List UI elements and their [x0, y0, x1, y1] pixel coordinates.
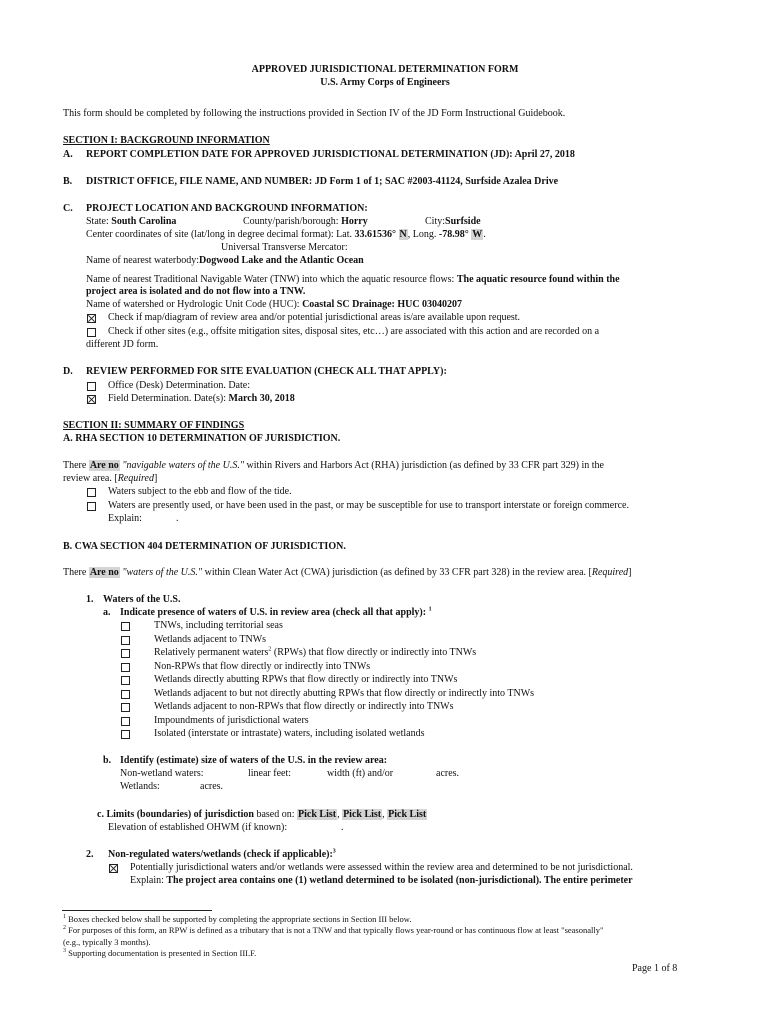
non-rpw-item: Non-RPWs that flow directly or indirectly into TNWs [154, 661, 371, 672]
indicate-presence-heading [120, 607, 432, 619]
non-jurisdictional-explain-label: Explain: [130, 875, 164, 886]
office-determination-checkbox[interactable] [87, 382, 96, 391]
wetlands-not-abutting-rpw-item: Wetlands adjacent to but not directly abutting RPWs that flow directly or indirectly into TNWs [154, 688, 535, 699]
commerce-label: Waters are presently used, or have been used in the past, or may be susceptible for use to transport interstate or foreign commerce. [108, 500, 629, 511]
waters-us-label: 1. [86, 594, 94, 605]
field-determination-label: Field Determination. Date(s): [108, 393, 227, 404]
tnw-value: The aquatic resource found within the [456, 274, 620, 285]
city-field [425, 216, 481, 228]
field-determination [108, 393, 295, 405]
non-regulated-text: Non-regulated waters/wetlands (check if applicable): [108, 849, 333, 860]
section1-a-label: A. [63, 149, 73, 160]
section1-d-label: D. [63, 366, 73, 377]
cwa-close: ] [628, 567, 632, 578]
ebb-flow-label: Waters subject to the ebb and flow of the tide. [108, 486, 292, 497]
other-sites-label-line2: different JD form. [86, 339, 159, 350]
waterbody-label: Name of nearest waterbody: [86, 255, 200, 266]
section1-heading: SECTION I: BACKGROUND INFORMATION [63, 135, 270, 146]
rpw-text: Relatively permanent waters [154, 647, 269, 658]
wetlands-abutting-rpw-checkbox[interactable] [121, 676, 130, 685]
rha-rest: within Rivers and Harbors Act (RHA) jurisdiction (as defined by 33 CFR part 329) in the [246, 460, 604, 471]
project-location-heading: PROJECT LOCATION AND BACKGROUND INFORMATION: [86, 203, 368, 214]
field-determination-checkbox[interactable] [87, 395, 96, 404]
limits-label: c. [97, 809, 104, 820]
rha-statement [63, 460, 604, 472]
huc-value: Coastal SC Drainage: HUC 03040207 [302, 299, 463, 310]
section2-heading: SECTION II: SUMMARY OF FINDINGS [63, 420, 245, 431]
rha-are-no-dropdown[interactable]: Are no [89, 460, 119, 471]
ohwm-value[interactable]: . [341, 822, 344, 833]
other-sites-checkbox[interactable] [87, 328, 96, 337]
footnote-2-number: 2 [63, 925, 66, 932]
width-label: width (ft) and/or [327, 768, 394, 779]
footnote-3 [63, 948, 256, 958]
limits-line: c. Limits (boundaries) of jurisdiction based on: Pick List, Pick List, Pick List [97, 809, 427, 820]
map-available-label: Check if map/diagram of review area and/or potential jurisdictional areas is/are available upon request. [108, 312, 521, 323]
rpw-rest: (RPWs) that flow directly or indirectly into TNWs [273, 647, 477, 658]
cwa-quote: "waters of the U.S." [122, 567, 203, 578]
rha-line2 [63, 473, 157, 485]
indicate-presence-text: Indicate presence of waters of U.S. in review area (check all that apply): [120, 607, 427, 618]
nearest-tnw [86, 274, 620, 286]
state-field [86, 216, 176, 228]
city-value: Surfside [445, 216, 481, 227]
rha-there: There [63, 460, 87, 471]
section1-c-label: C. [63, 203, 73, 214]
coordinates-label: Center coordinates of site (lat/long in degree decimal format): Lat. [86, 229, 353, 240]
footnote-1 [63, 914, 412, 924]
footnote-2 [63, 925, 603, 935]
footnote-ref-2: 2 [268, 646, 272, 653]
wetlands-not-abutting-rpw-checkbox[interactable] [121, 690, 130, 699]
tnw-item: TNWs, including territorial seas [154, 620, 283, 631]
limits-based-on: based on: [256, 809, 295, 820]
tnw-value-line2: project area is isolated and do not flow into a TNW. [86, 286, 306, 297]
city-label: City: [425, 216, 446, 227]
form-title: APPROVED JURISDICTIONAL DETERMINATION FORM [251, 64, 519, 75]
footnote-3-text: Supporting documentation is presented in Section III.F. [68, 948, 257, 958]
wetlands-abutting-rpw-item: Wetlands directly abutting RPWs that flow directly or indirectly into TNWs [154, 674, 458, 685]
pick-list-3[interactable]: Pick List [388, 809, 427, 820]
wetlands-adjacent-tnw-checkbox[interactable] [121, 636, 130, 645]
footnote-2-text: For purposes of this form, an RPW is defined as a tributary that is not a TNW and that typically flows year-round or has continuous flow at least "seasonally" [68, 925, 604, 935]
non-jurisdictional-explain-value: The project area contains one (1) wetland determined to be isolated (non-jurisdictional). The entire perimeter [166, 875, 633, 886]
office-determination-label: Office (Desk) Determination. Date: [108, 380, 250, 391]
coordinates-line: Center coordinates of site (lat/long in degree decimal format): Lat. 33.61536° N, Long. -78.98° W. [86, 229, 486, 240]
waters-us-heading: Waters of the U.S. [103, 594, 181, 605]
longitude-label: , Long. [407, 229, 437, 240]
cwa-there: There [63, 567, 87, 578]
non-jurisdictional-explain [130, 875, 633, 887]
non-wetland-acres-label: acres. [436, 768, 460, 779]
report-date: REPORT COMPLETION DATE FOR APPROVED JURISDICTIONAL DETERMINATION (JD): April 27, 2018 [86, 149, 575, 160]
pick-list-1[interactable]: Pick List [298, 809, 337, 820]
impoundments-checkbox[interactable] [121, 717, 130, 726]
county-label: County/parish/borough: [243, 216, 339, 227]
footnote-2-line2: (e.g., typically 3 months). [63, 937, 151, 947]
limits-heading: Limits (boundaries) of jurisdiction [106, 809, 254, 820]
form-subtitle: U.S. Army Corps of Engineers [320, 77, 450, 88]
rha-explain-value[interactable]: . [176, 513, 179, 524]
latitude-value: 33.61536° [354, 229, 397, 240]
huc-label: Name of watershed or Hydrologic Unit Code (HUC): [86, 299, 300, 310]
rha-heading: A. RHA SECTION 10 DETERMINATION OF JURISDICTION. [63, 433, 341, 444]
map-available-checkbox[interactable] [87, 314, 96, 323]
linear-feet-label: linear feet: [248, 768, 292, 779]
non-jurisdictional-checkbox[interactable] [109, 864, 118, 873]
ohwm-label: Elevation of established OHWM (if known): [108, 822, 288, 833]
other-sites-label: Check if other sites (e.g., offsite mitigation sites, disposal sites, etc…) are associated with this action and are recorded on a [108, 326, 600, 337]
wetlands-non-rpw-item: Wetlands adjacent to non-RPWs that flow directly or indirectly into TNWs [154, 701, 454, 712]
state-value: South Carolina [111, 216, 177, 227]
non-jurisdictional-label: Potentially jurisdictional waters and/or wetlands were assessed within the review area and determined to be not jurisdictional. [130, 862, 633, 873]
impoundments-item: Impoundments of jurisdictional waters [154, 715, 309, 726]
county-value: Horry [341, 216, 368, 227]
isolated-waters-item: Isolated (interstate or intrastate) waters, including isolated wetlands [154, 728, 425, 739]
indicate-presence-label: a. [103, 607, 111, 618]
page-number: Page 1 of 8 [632, 963, 678, 974]
footnote-3-number: 3 [63, 948, 66, 955]
rha-required: Required [117, 473, 154, 484]
rha-close: ] [153, 473, 158, 484]
intro-text: This form should be completed by following the instructions provided in Section IV of the JD Form Instructional Guidebook. [63, 108, 566, 119]
rpw-item [154, 647, 476, 659]
district-office: DISTRICT OFFICE, FILE NAME, AND NUMBER: JD Form 1 of 1; SAC #2003-41124, Surfside Azalea Drive [86, 176, 559, 187]
review-performed-heading: REVIEW PERFORMED FOR SITE EVALUATION (CHECK ALL THAT APPLY): [86, 366, 447, 377]
rpw-checkbox[interactable] [121, 649, 130, 658]
rha-quote: "navigable waters of the U.S." [122, 460, 245, 471]
latitude-direction[interactable]: N [399, 229, 407, 240]
cwa-are-no-dropdown[interactable]: Are no [89, 567, 119, 578]
footnote-divider [62, 910, 212, 911]
footnote-ref-3: 3 [332, 848, 336, 855]
wetlands-acres-label: acres. [200, 781, 224, 792]
pick-list-2[interactable]: Pick List [343, 809, 382, 820]
rha-review-area: review area. [ [63, 473, 118, 484]
section1-b-label: B. [63, 176, 73, 187]
rha-explain-label: Explain: [108, 513, 142, 524]
longitude-value: -78.98° [438, 229, 469, 240]
cwa-rest: within Clean Water Act (CWA) jurisdiction (as defined by 33 CFR part 328) in the review area. [ [204, 567, 592, 578]
cwa-heading: B. CWA SECTION 404 DETERMINATION OF JURISDICTION. [63, 541, 346, 552]
footnote-1-number: 1 [63, 914, 66, 921]
footnote-1-text: Boxes checked below shall be supported by completing the appropriate sections in Section III below. [68, 914, 412, 924]
longitude-direction[interactable]: W [472, 229, 483, 240]
size-heading: Identify (estimate) size of waters of the U.S. in the review area: [120, 755, 388, 766]
wetlands-adjacent-tnw-item: Wetlands adjacent to TNWs [154, 634, 267, 645]
tnw-checkbox[interactable] [121, 622, 130, 631]
state-label: State: [86, 216, 109, 227]
huc-line [86, 299, 462, 311]
utm-label: Universal Transverse Mercator: [221, 242, 348, 253]
cwa-statement [63, 567, 632, 579]
isolated-waters-checkbox[interactable] [121, 730, 130, 739]
non-rpw-checkbox[interactable] [121, 663, 130, 672]
non-wetland-waters-label: Non-wetland waters: [120, 768, 204, 779]
county-field [243, 216, 368, 228]
wetlands-non-rpw-checkbox[interactable] [121, 703, 130, 712]
non-regulated-label: 2. [86, 849, 94, 860]
wetlands-size-label: Wetlands: [120, 781, 160, 792]
nearest-waterbody [86, 255, 364, 267]
commerce-checkbox[interactable] [87, 502, 96, 511]
ebb-flow-checkbox[interactable] [87, 488, 96, 497]
footnote-ref-1: 1 [428, 606, 432, 613]
cwa-required: Required [591, 567, 629, 578]
size-label: b. [103, 755, 112, 766]
field-determination-date: March 30, 2018 [228, 393, 295, 404]
non-regulated-heading [108, 849, 336, 861]
waterbody-value: Dogwood Lake and the Atlantic Ocean [199, 255, 364, 266]
tnw-label: Name of nearest Traditional Navigable Water (TNW) into which the aquatic resource flows: [86, 274, 455, 285]
